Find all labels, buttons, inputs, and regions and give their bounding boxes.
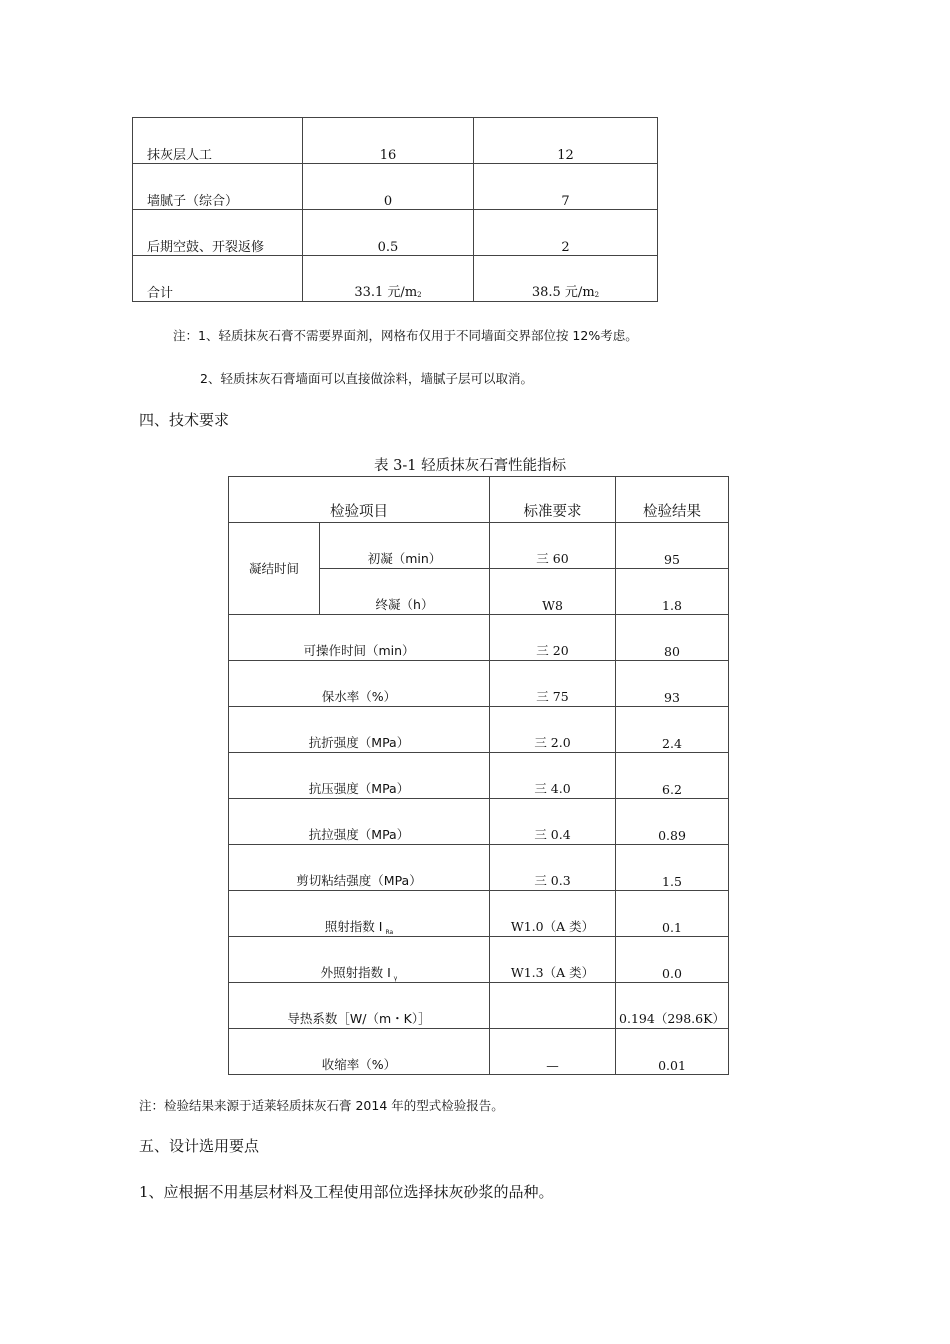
result-value: 6.2 xyxy=(662,782,682,797)
standard-cell xyxy=(490,569,616,615)
result-cell xyxy=(616,1029,729,1075)
standard-value: 三 60 xyxy=(536,551,569,566)
table-row xyxy=(229,891,729,937)
standard-cell xyxy=(490,661,616,707)
result-cell xyxy=(616,799,729,845)
result-value: 1.8 xyxy=(662,598,682,613)
table-row xyxy=(133,256,658,302)
result-value: 0.194（298.6K） xyxy=(619,1011,725,1026)
cost-value-cell xyxy=(303,256,474,302)
result-cell xyxy=(616,983,729,1029)
cost-item-label: 后期空鼓、开裂返修 xyxy=(147,240,265,255)
item-cell xyxy=(320,523,490,569)
result-value: 80 xyxy=(664,644,680,659)
cost-total-a xyxy=(354,286,421,301)
cost-item-cell xyxy=(133,118,303,164)
note-1: 注：1、轻质抹灰石膏不需要界面剂，网格布仅用于不同墙面交界部位按 12%考虑。 xyxy=(173,328,638,343)
setting-time-label: 凝结时间 xyxy=(248,561,299,576)
header-item-label: 检验项目 xyxy=(330,504,388,520)
table-header-row xyxy=(229,477,729,523)
header-standard xyxy=(490,477,616,523)
standard-value: 三 0.3 xyxy=(534,873,571,888)
item-label: 抗拉强度（MPa） xyxy=(308,827,410,842)
item-cell xyxy=(229,937,490,983)
cost-value-cell xyxy=(303,210,474,256)
standard-value: 三 4.0 xyxy=(534,781,571,796)
item-cell xyxy=(229,1029,490,1075)
cost-total-a-text: 33.1 元/m xyxy=(354,285,418,300)
standard-value: 三 20 xyxy=(536,643,569,658)
cost-comparison-table xyxy=(132,117,658,302)
item-label: 初凝（min） xyxy=(367,551,442,566)
item-cell xyxy=(229,615,490,661)
cost-value-b: 2 xyxy=(561,240,570,255)
cost-total-b-text: 38.5 元/m xyxy=(531,285,595,300)
standard-cell xyxy=(490,799,616,845)
section-heading-5: 五、设计选用要点 xyxy=(139,1137,260,1155)
cost-total-label: 合计 xyxy=(147,286,174,301)
table-caption: 表 3-1 轻质抹灰石膏性能指标 xyxy=(374,458,567,474)
cost-value-cell xyxy=(474,210,658,256)
note-source: 注：检验结果来源于适莱轻质抹灰石膏 2014 年的型式检验报告。 xyxy=(139,1098,504,1113)
cost-value-a: 16 xyxy=(379,148,397,163)
setting-time-group xyxy=(229,523,320,615)
result-cell xyxy=(616,569,729,615)
standard-cell xyxy=(490,615,616,661)
table-row xyxy=(229,983,729,1029)
item-label xyxy=(325,917,393,936)
cost-value-b: 12 xyxy=(557,148,574,163)
item-cell xyxy=(229,661,490,707)
item-label: 终凝（h） xyxy=(375,597,434,612)
cost-item-cell xyxy=(133,164,303,210)
cost-item-label: 墙腻子（综合） xyxy=(147,194,239,209)
cost-item-cell xyxy=(133,210,303,256)
item-cell xyxy=(229,845,490,891)
item-cell xyxy=(229,707,490,753)
result-value: 0.1 xyxy=(662,920,682,935)
result-value: 93 xyxy=(664,690,680,705)
header-standard-label: 标准要求 xyxy=(523,504,582,520)
standard-cell xyxy=(490,845,616,891)
table-row xyxy=(133,164,658,210)
table-row xyxy=(229,753,729,799)
header-result xyxy=(616,477,729,523)
table-row xyxy=(133,210,658,256)
item-label: 收缩率（%） xyxy=(321,1057,397,1072)
item-subscript: Ra xyxy=(385,929,394,936)
result-cell xyxy=(616,845,729,891)
item-label: 剪切粘结强度（MPa） xyxy=(296,873,422,888)
standard-cell xyxy=(490,523,616,569)
result-cell xyxy=(616,753,729,799)
item-label: 抗压强度（MPa） xyxy=(308,781,410,796)
table-row xyxy=(229,937,729,983)
item-cell xyxy=(320,569,490,615)
note-2: 2、轻质抹灰石膏墙面可以直接做涂料，墙腻子层可以取消。 xyxy=(200,371,533,386)
cost-value-a: 0.5 xyxy=(377,240,399,255)
table-row xyxy=(229,661,729,707)
item-cell xyxy=(229,891,490,937)
item-label: 可操作时间（min） xyxy=(303,643,415,658)
item-label: 抗折强度（MPa） xyxy=(308,735,410,750)
cost-item-cell xyxy=(133,256,303,302)
item-cell xyxy=(229,753,490,799)
standard-cell xyxy=(490,1029,616,1075)
result-value: 0.01 xyxy=(658,1058,686,1073)
item-label: 保水率（%） xyxy=(321,689,397,704)
cost-value-a: 0 xyxy=(383,194,393,209)
cost-value-cell xyxy=(474,256,658,302)
item-cell xyxy=(229,983,490,1029)
table-row xyxy=(229,845,729,891)
unit-superscript: 2 xyxy=(594,291,600,299)
cost-value-cell xyxy=(474,118,658,164)
result-cell xyxy=(616,615,729,661)
table-row xyxy=(133,118,658,164)
standard-value: 三 0.4 xyxy=(534,827,571,842)
unit-superscript: 2 xyxy=(417,291,422,299)
result-value: 2.4 xyxy=(662,736,682,751)
result-cell xyxy=(616,937,729,983)
standard-cell xyxy=(490,937,616,983)
standard-cell xyxy=(490,707,616,753)
table-row xyxy=(229,523,729,569)
section-heading-4: 四、技术要求 xyxy=(139,411,230,429)
standard-cell xyxy=(490,753,616,799)
item-label-text: 照射指数 I xyxy=(324,919,383,934)
result-cell xyxy=(616,523,729,569)
header-result-label: 检验结果 xyxy=(643,504,701,520)
item-cell xyxy=(229,799,490,845)
item-label: 导热系数［W/（m・K）］ xyxy=(287,1011,431,1026)
cost-value-cell xyxy=(474,164,658,210)
standard-value: W1.0（A 类） xyxy=(510,919,595,934)
cost-value-b: 7 xyxy=(561,194,570,209)
cost-value-cell xyxy=(303,164,474,210)
item-label-text: 外照射指数 I xyxy=(320,965,391,980)
table-row xyxy=(229,799,729,845)
standard-cell xyxy=(490,983,616,1029)
item-subscript: γ xyxy=(393,975,398,982)
standard-value: W1.3（A 类） xyxy=(510,965,595,980)
performance-table xyxy=(228,476,729,1075)
header-item xyxy=(229,477,490,523)
result-cell xyxy=(616,891,729,937)
standard-value: 三 2.0 xyxy=(534,735,571,750)
item-label xyxy=(321,963,398,982)
result-value: 0.0 xyxy=(662,966,682,981)
standard-value: — xyxy=(546,1058,559,1073)
result-cell xyxy=(616,707,729,753)
result-value: 1.5 xyxy=(662,874,682,889)
paragraph-1: 1、应根据不用基层材料及工程使用部位选择抹灰砂浆的品种。 xyxy=(139,1183,554,1201)
cost-total-b xyxy=(532,286,599,301)
standard-value: W8 xyxy=(542,598,563,613)
cost-item-label: 抹灰层人工 xyxy=(147,148,213,163)
cost-value-cell xyxy=(303,118,474,164)
result-value: 0.89 xyxy=(658,828,686,843)
table-row xyxy=(229,615,729,661)
table-row xyxy=(229,1029,729,1075)
standard-value: 三 75 xyxy=(536,689,569,704)
table-row xyxy=(229,707,729,753)
result-cell xyxy=(616,661,729,707)
standard-cell xyxy=(490,891,616,937)
result-value: 95 xyxy=(664,552,680,567)
